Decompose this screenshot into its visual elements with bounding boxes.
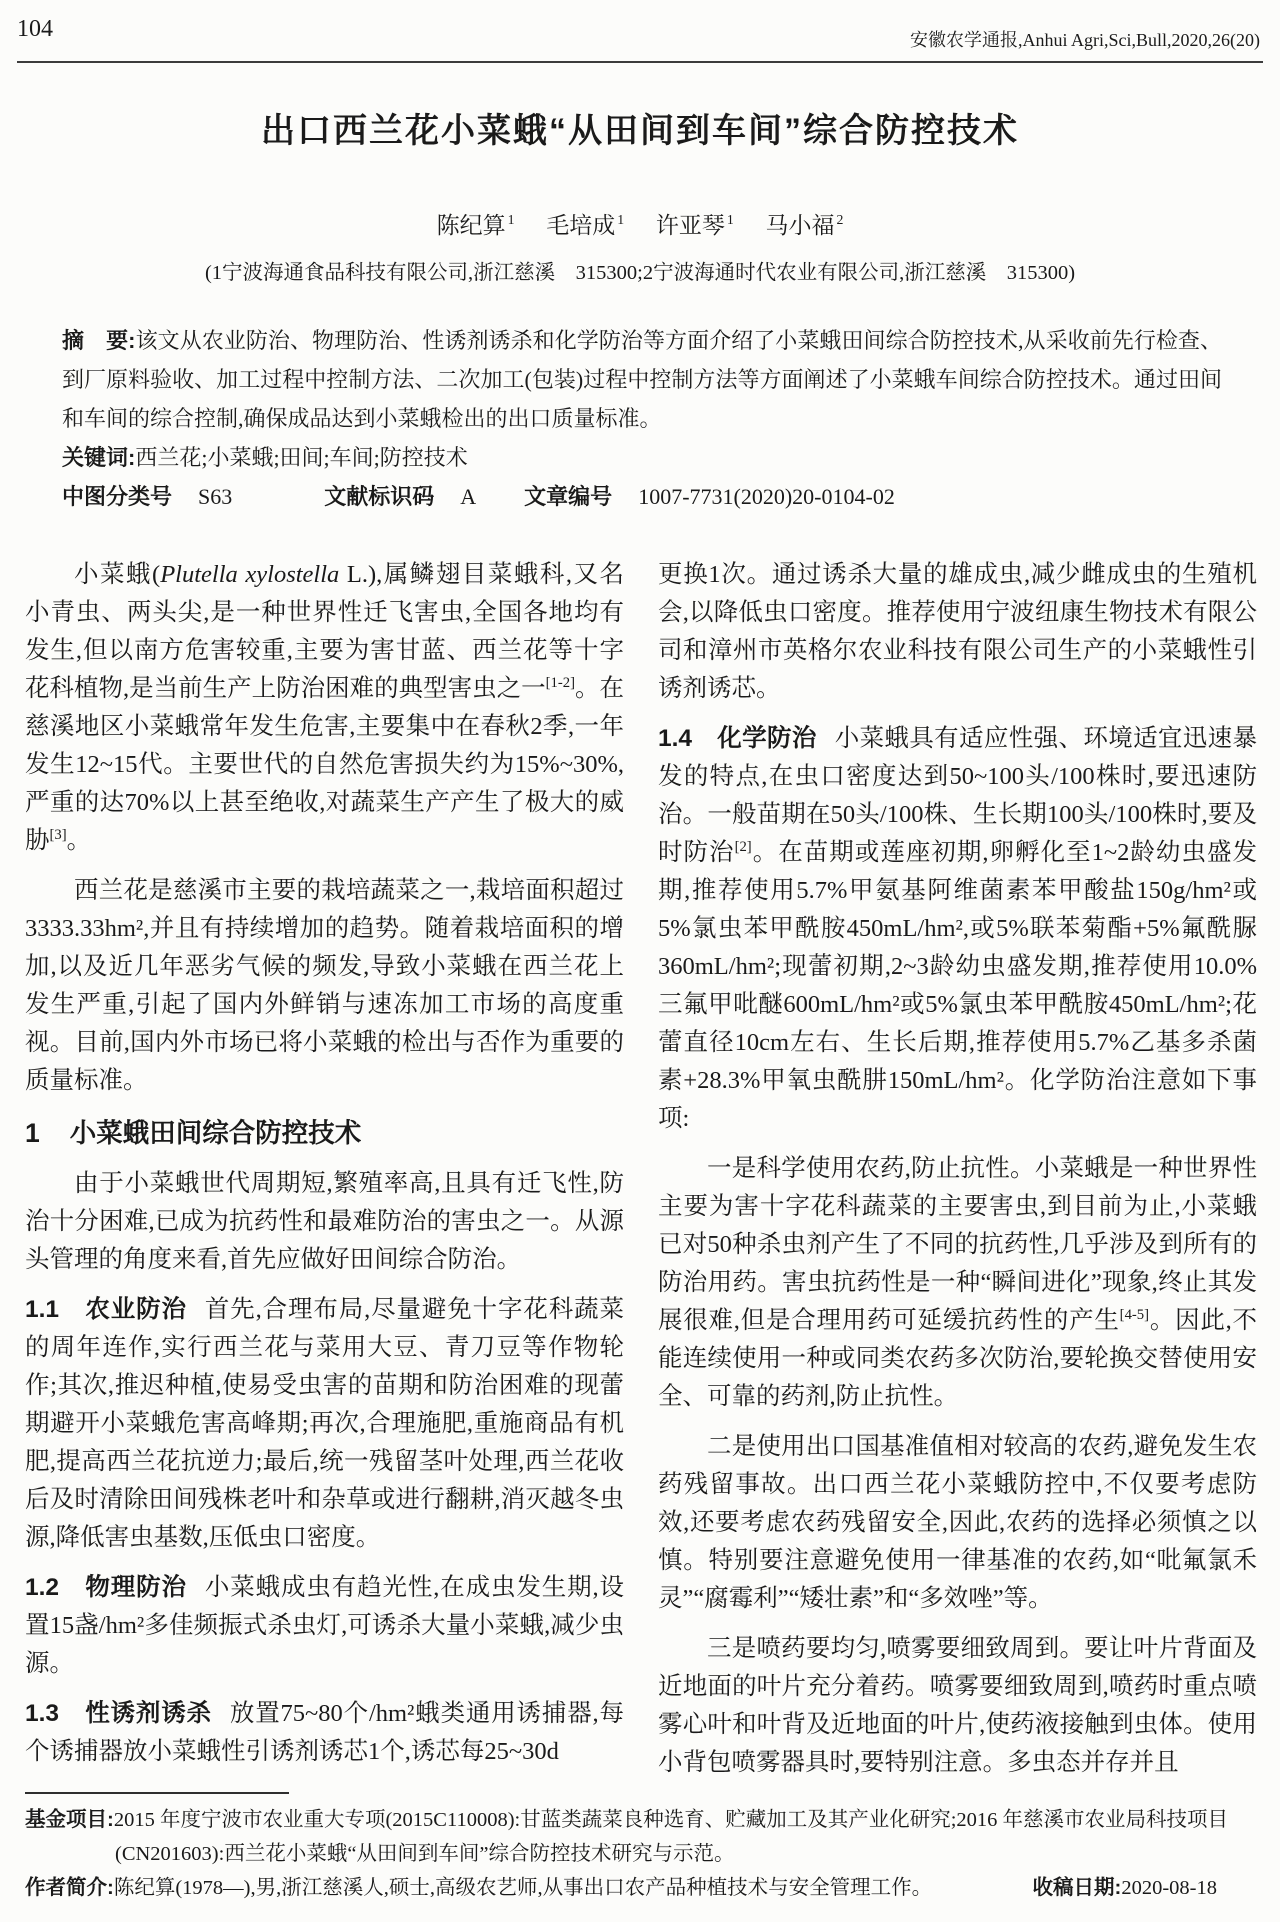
article-id-label: 文章编号 xyxy=(524,484,613,509)
author-name: 马小福 xyxy=(765,213,835,238)
subsection-label: 1.4 化学防治 xyxy=(658,725,817,752)
keywords-label: 关键词: xyxy=(62,445,136,470)
left-column xyxy=(25,556,624,1782)
species-latin-name: Plutella xylostella xyxy=(160,561,340,588)
abstract-label: 摘 要: xyxy=(62,328,136,353)
paragraph-text: 。 xyxy=(66,827,92,854)
paragraph xyxy=(25,556,624,860)
paragraph-text: 首先,合理布局,尽量避免十字花科蔬菜的周年连作,实行西兰花与菜用大豆、青刀豆等作物轮作;其次,推迟种植,使易受虫害的苗期和防治困难的现蕾期避开小菜蛾危害高峰期;再次,合理施肥,重施商品有机肥,提高西兰花抗逆力;最后,统一残留茎叶处理,西兰花收后及时清除田间残株老叶和杂草或进行翻耕,消灭越冬虫源,降低害虫基数,压低虫口密度。 xyxy=(25,1296,624,1551)
paragraph-text: 。在慈溪地区小菜蛾常年发生危害,主要集中在春秋2季,一年发生12~15代。主要世代的自然危害损失约为15%~30%,严重的达70%以上甚至绝收,对蔬菜生产产生了极大的威胁 xyxy=(25,675,624,854)
authors-line xyxy=(0,207,1280,240)
section-number: 1 xyxy=(25,1118,40,1148)
author-affiliation-mark: 1 xyxy=(726,212,734,228)
author-affiliation-mark: 1 xyxy=(507,212,515,228)
paragraph-text: 放置75~80个/hm²蛾类通用诱捕器,每个诱捕器放小菜蛾性引诱剂诱芯1个,诱芯每25~30d xyxy=(25,1700,624,1765)
subsection-paragraph xyxy=(658,720,1257,1138)
author xyxy=(766,213,844,238)
keywords-text: 西兰花;小菜蛾;田间;车间;防控技术 xyxy=(135,445,468,470)
paragraph-text: 小菜蛾成虫有趋光性,在成虫发生期,设置15盏/hm²多佳频振式杀虫灯,可诱杀大量小菜蛾,减少虫源。 xyxy=(25,1574,624,1677)
paragraph xyxy=(658,1150,1257,1416)
author-affiliation-mark: 2 xyxy=(836,212,844,228)
citation-ref: [3] xyxy=(49,826,67,843)
clc-label: 中图分类号 xyxy=(62,484,173,509)
abstract-text: 该文从农业防治、物理防治、性诱剂诱杀和化学防治等方面介绍了小菜蛾田间综合防控技术,从采收前先行检查、到厂原料验收、加工过程中控制方法、二次加工(包装)过程中控制方法等方面阐述了小菜蛾车间综合防控技术。通过田间和车间的综合控制,确保成品达到小菜蛾检出的出口质量标准。 xyxy=(62,328,1222,431)
paragraph: 由于小菜蛾世代周期短,繁殖率高,且具有迁飞性,防治十分困难,已成为抗药性和最难防治的害虫之一。从源头管理的角度来看,首先应做好田间综合防治。 xyxy=(25,1170,624,1273)
author-bio-text: 陈纪算(1978—),男,浙江慈溪人,硕士,高级农艺师,从事出口农产品种植技术与安全管理工作。 xyxy=(113,1877,933,1899)
author xyxy=(437,213,515,238)
classification-line xyxy=(62,477,1222,516)
fund-project-text: 2015 年度宁波市农业重大专项(2015C110008):甘蓝类蔬菜良种选育、贮藏加工及其产业化研究;2016 年慈溪市农业局科技项目 xyxy=(113,1809,1229,1831)
affiliation: (1宁波海通食品科技有限公司,浙江慈溪 315300;2宁波海通时代农业有限公司,浙江慈溪 315300) xyxy=(204,262,1076,284)
paragraph-text: 小菜蛾( xyxy=(74,561,161,588)
author-name: 毛培成 xyxy=(546,213,616,238)
paragraph-text: L.),属鳞翅目菜蛾科,又名小青虫、两头尖,是一种世界性迁飞害虫,全国各地均有发生,但以南方危害较重,主要为害甘蓝、西兰花等十字花科植物,是当前生产上防治困难的典型害虫之一 xyxy=(25,561,624,702)
paragraph-text: 。在苗期或莲座初期,卵孵化至1~2龄幼虫盛发期,推荐使用5.7%甲氨基阿维菌素苯甲酸盐150g/hm²或5%氯虫苯甲酰胺450mL/hm²,或5%联苯菊酯+5%氟酰脲360mL/hm²;现蕾初期,2~3龄幼虫盛发期,推荐使用10.0%三氟甲吡醚600mL/hm²或5%氯虫苯甲酰胺450mL/hm²;花蕾直径10cm左右、生长后期,推荐使用5.7%乙基多杀菌素+28.3%甲氧虫酰肼150mL/hm²。化学防治注意如下事项: xyxy=(658,839,1257,1132)
paragraph-text: 小菜蛾具有适应性强、环境适宜迅速暴发的特点,在虫口密度达到50~100头/100株时,要迅速防治。一般苗期在50头/100株、生长期100头/100株时,要及时防治 xyxy=(658,725,1258,866)
author-name: 许亚琴 xyxy=(655,213,725,238)
subsection-label: 1.1 农业防治 xyxy=(25,1296,187,1323)
author-bio-line xyxy=(25,1871,1257,1905)
subsection-paragraph xyxy=(25,1291,624,1557)
fund-project-line xyxy=(25,1803,1257,1837)
journal-citation: 安徽农学通报,Anhui Agri,Sci,Bull,2020,26(20) xyxy=(910,30,1260,50)
received-date xyxy=(1033,1871,1217,1905)
page-number: 104 xyxy=(17,16,53,42)
section-heading xyxy=(25,1113,624,1153)
citation-ref: [2] xyxy=(734,838,752,855)
article-id-value: 1007-7731(2020)20-0104-02 xyxy=(638,484,895,509)
paragraph: 二是使用出口国基准值相对较高的农药,避免发生农药残留事故。出口西兰花小菜蛾防控中,不仅要考虑防效,还要考虑农药残留安全,因此,农药的选择必须慎之以慎。特别要注意避免使用一律基准的农药,如“吡氟氯禾灵”“腐霉利”“矮壮素”和“多效唑”等。 xyxy=(658,1433,1257,1612)
document-code-label: 文献标识码 xyxy=(324,484,435,509)
document-code-value: A xyxy=(460,484,477,509)
subsection-paragraph xyxy=(25,1569,624,1683)
abstract xyxy=(62,321,1222,438)
header-rule xyxy=(17,61,1263,63)
paragraph-text: 一是科学使用农药,防止抗性。小菜蛾是一种世界性主要为害十字花科蔬菜的主要害虫,到目前为止,小菜蛾已对50种杀虫剂产生了不同的抗药性,几乎涉及到所有的防治用药。害虫抗药性是一种“瞬间进化”现象,终止其发展很难,但是合理用药可延缓抗药性的产生 xyxy=(658,1155,1257,1334)
received-date-value: 2020-08-18 xyxy=(1121,1877,1217,1899)
received-date-label: 收稿日期: xyxy=(1032,1876,1122,1899)
paragraph: 三是喷药要均匀,喷雾要细致周到。要让叶片背面及近地面的叶片充分着药。喷雾要细致周到,喷药时重点喷雾心叶和叶背及近地面的叶片,使药液接触到虫体。使用小背包喷雾器具时,要特别注意。多虫态并存并且 xyxy=(658,1635,1257,1776)
footnote-block xyxy=(25,1803,1257,1905)
fund-project-line-2: (CN201603):西兰花小菜蛾“从田间到车间”综合防控技术研究与示范。 xyxy=(115,1843,735,1865)
subsection-paragraph xyxy=(25,1695,624,1771)
subsection-label: 1.3 性诱剂诱杀 xyxy=(25,1700,212,1727)
right-column xyxy=(658,556,1257,1782)
author-bio-label: 作者简介: xyxy=(25,1876,114,1899)
article-body xyxy=(25,556,1257,1782)
author-name: 陈纪算 xyxy=(436,213,506,238)
author xyxy=(656,213,734,238)
clc-value: S63 xyxy=(198,484,233,509)
footnote-rule xyxy=(25,1792,289,1794)
paragraph-text: 。因此,不能连续使用一种或同类农药多次防治,要轮换交替使用安全、可靠的药剂,防止抗性。 xyxy=(658,1307,1257,1410)
citation-ref: [4-5] xyxy=(1119,1306,1150,1323)
article-title: 出口西兰花小菜蛾“从田间到车间”综合防控技术 xyxy=(261,112,1019,150)
keywords xyxy=(62,438,1222,477)
fund-project-label: 基金项目: xyxy=(25,1808,114,1831)
author-affiliation-mark: 1 xyxy=(617,212,625,228)
section-title: 小菜蛾田间综合防控技术 xyxy=(69,1118,362,1148)
front-matter xyxy=(62,321,1222,516)
citation-ref: [1-2] xyxy=(545,674,575,691)
subsection-label: 1.2 物理防治 xyxy=(25,1574,187,1601)
author-bio xyxy=(25,1871,932,1905)
paragraph: 西兰花是慈溪市主要的栽培蔬菜之一,栽培面积超过3333.33hm²,并且有持续增加的趋势。随着栽培面积的增加,以及近几年恶劣气候的频发,导致小菜蛾在西兰花上发生严重,引起了国内外鲜销与速冻加工市场的高度重视。目前,国内外市场已将小菜蛾的检出与否作为重要的质量标准。 xyxy=(25,877,624,1094)
paragraph: 更换1次。通过诱杀大量的雄成虫,减少雌成虫的生殖机会,以降低虫口密度。推荐使用宁波纽康生物技术有限公司和漳州市英格尔农业科技有限公司生产的小菜蛾性引诱剂诱芯。 xyxy=(658,561,1257,702)
author xyxy=(546,213,624,238)
